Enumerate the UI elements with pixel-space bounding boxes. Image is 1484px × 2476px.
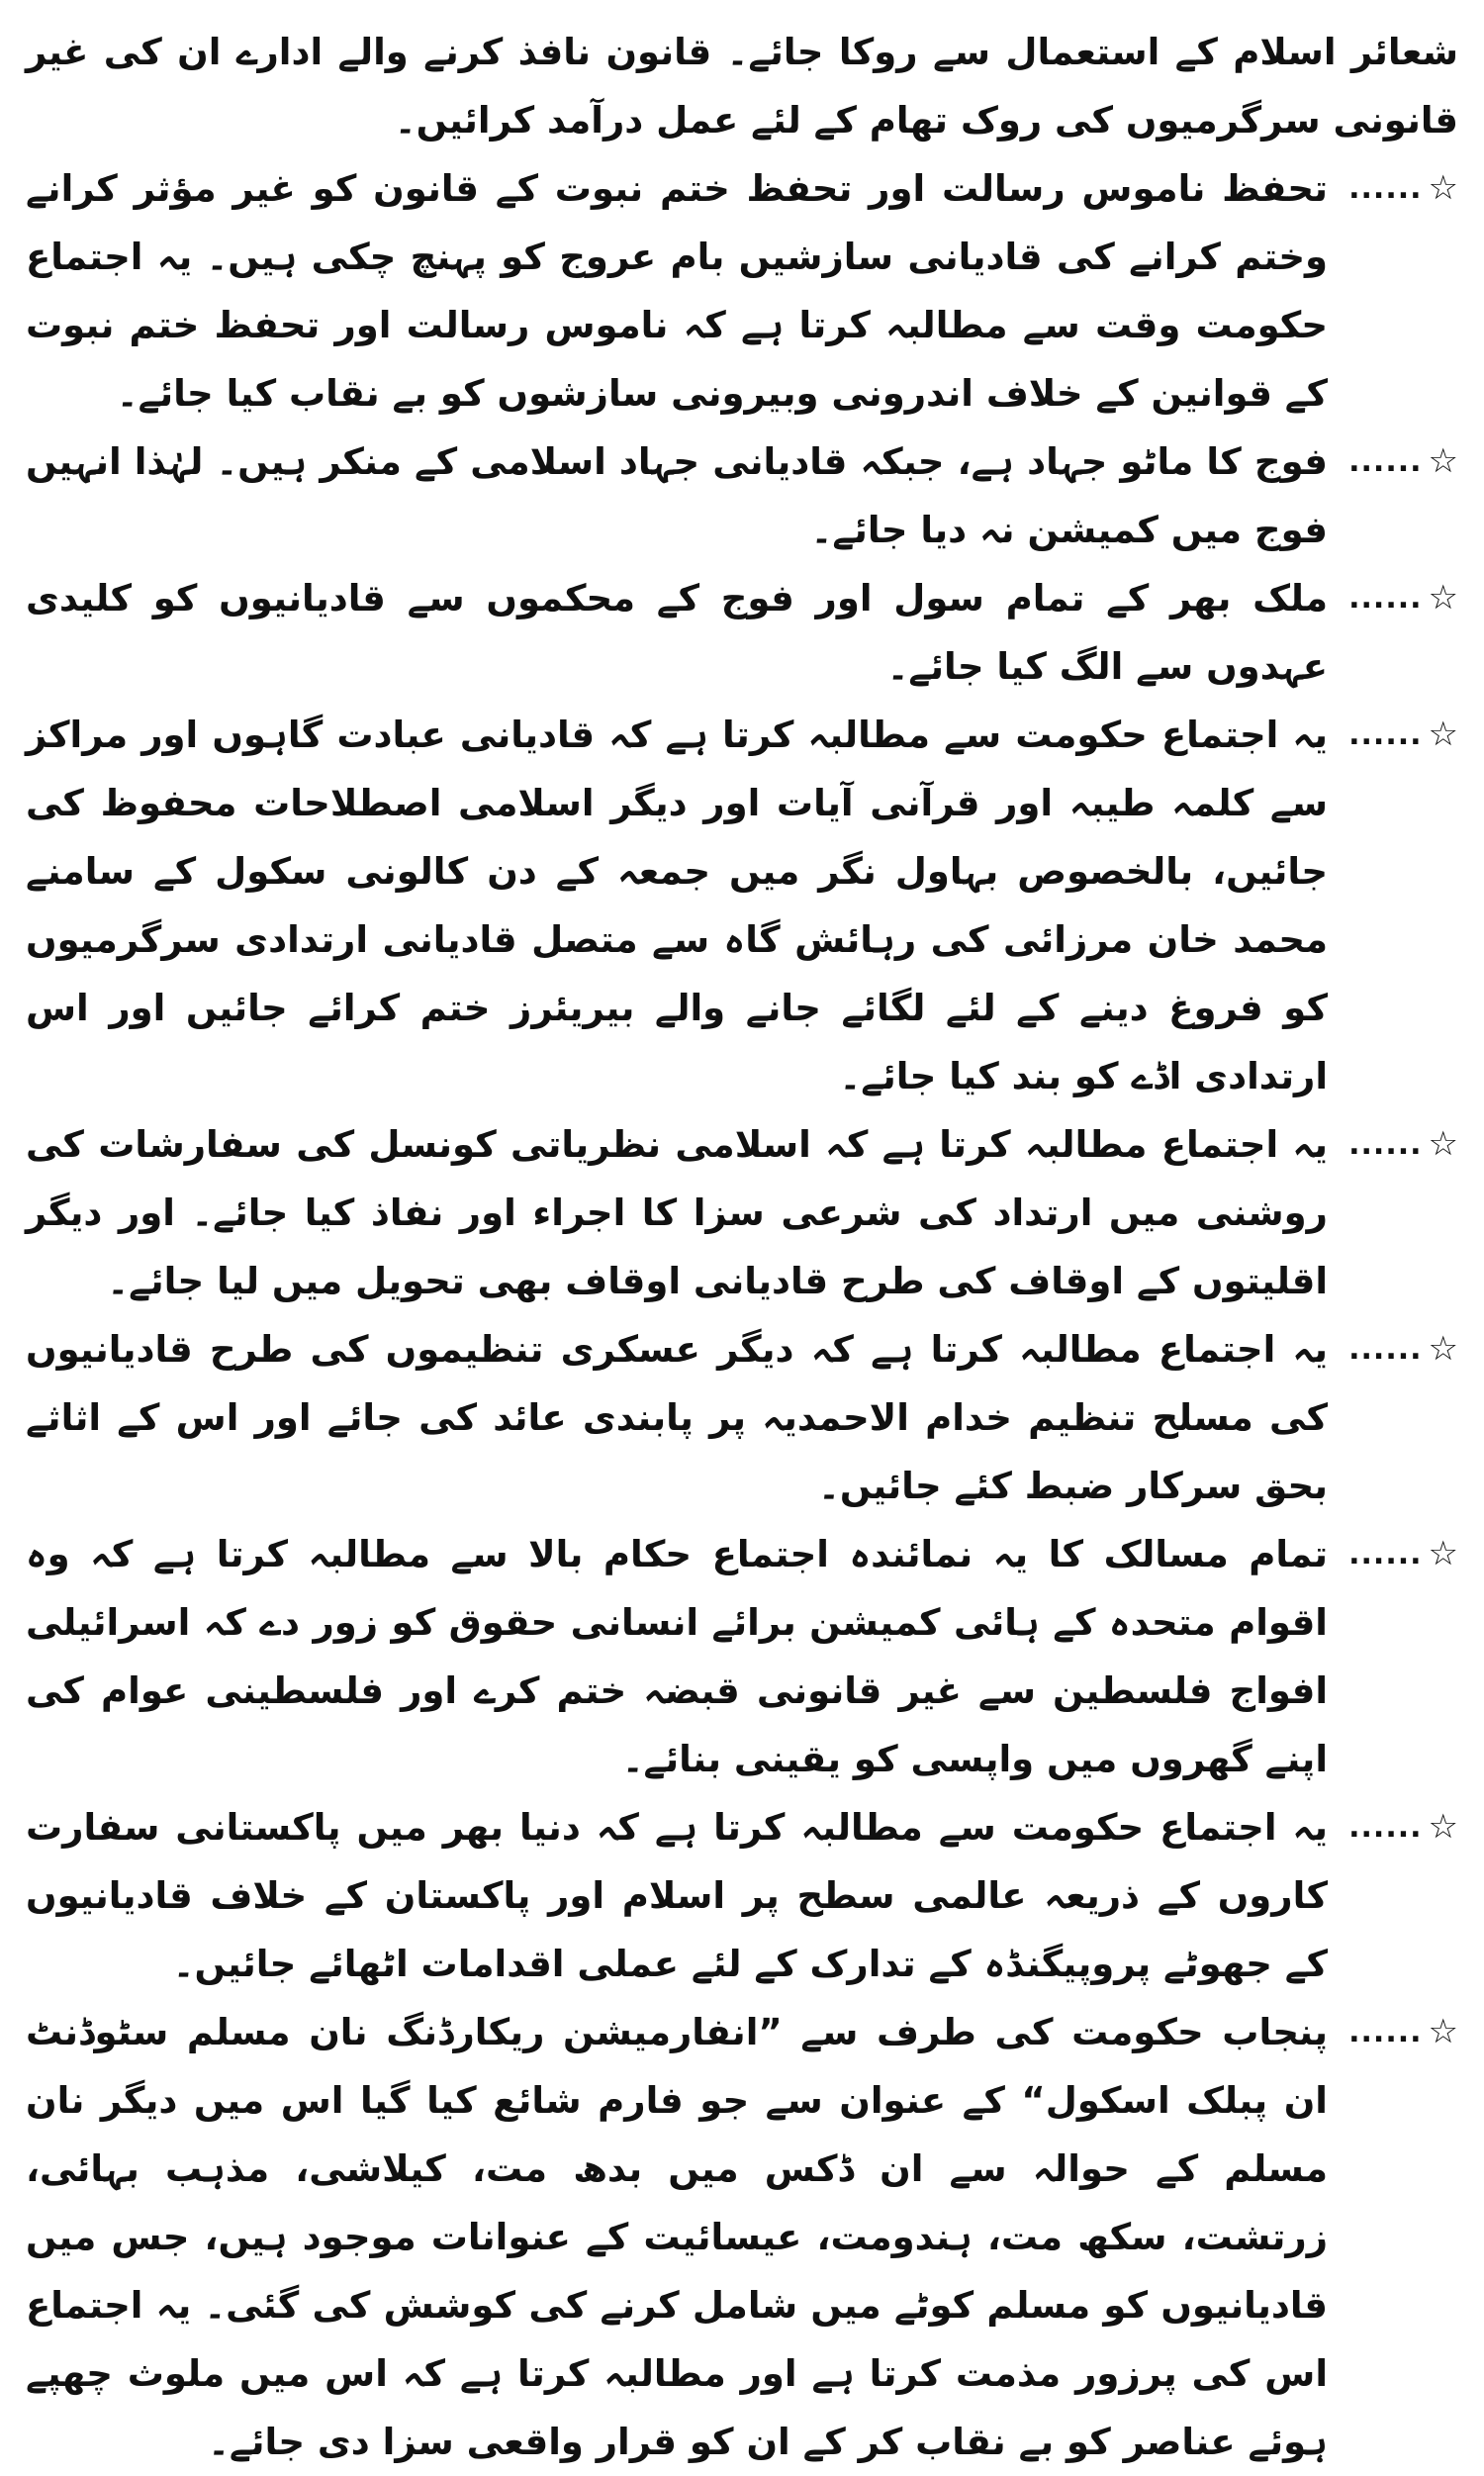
bullet-marker: [1328, 428, 1458, 496]
list-item: [26, 1793, 1458, 1998]
star-icon: ☆: [1428, 1534, 1458, 1573]
list-item: [26, 154, 1458, 428]
bullet-marker: [1328, 1315, 1458, 1383]
list-item-text: تحفظ ناموس رسالت اور تحفظ ختم نبوت کے قانون کو غیر مؤثر کرانے وختم کرانے کی قادیانی سازشیں بام عروج کو پہنچ چکی ہیں۔ یہ اجتماع حکومت وقت سے مطالبہ کرتا ہے کہ ناموس رسالت اور تحفظ ختم نبوت کے قوانین کے خلاف اندرونی وبیرونی سازشوں کو بے نقاب کیا جائے۔: [26, 167, 1328, 415]
bullet-marker: [1328, 1793, 1458, 1861]
list-item: [26, 1520, 1458, 1793]
leader-dots: ......: [1348, 2015, 1423, 2049]
list-item-text: فوج کا ماٹو جہاد ہے، جبکہ قادیانی جہاد اسلامی کے منکر ہیں۔ لہٰذا انہیں فوج میں کمیشن نہ دیا جائے۔: [26, 440, 1328, 551]
leader-dots: ......: [1348, 1332, 1423, 1367]
star-icon: ☆: [1428, 1124, 1458, 1164]
intro-paragraph: شعائر اسلام کے استعمال سے روکا جائے۔ قانون نافذ کرنے والے ادارے ان کی غیر قانونی سرگرمیوں کی روک تھام کے لئے عمل درآمد کرائیں۔: [26, 31, 1458, 142]
star-icon: ☆: [1428, 441, 1458, 481]
list-item-text: یہ اجتماع حکومت سے مطالبہ کرتا ہے کہ دنیا بھر میں پاکستانی سفارت کاروں کے ذریعہ عالمی سطح پر اسلام اور پاکستان کے خلاف قادیانیوں کے جھوٹے پروپیگنڈہ کے تدارک کے لئے عملی اقدامات اٹھائے جائیں۔: [26, 1806, 1328, 1985]
list-item-text: یہ اجتماع حکومت سے مطالبہ کرتا ہے کہ قادیانی عبادت گاہوں اور مراکز سے کلمہ طیبہ اور قرآنی آیات اور دیگر اسلامی اصطلاحات محفوظ کی جائیں، بالخصوص بہاول نگر میں جمعہ کے دن کالونی سکول کے سامنے محمد خان مرزائی کی رہائش گاہ سے متصل قادیانی ارتدادی سرگرمیوں کو فروغ دینے کے لئے لگائے جانے والے بیریئرز ختم کرائے جائیں اور اس ارتدادی اڈے کو بند کیا جائے۔: [26, 714, 1328, 1097]
star-icon: ☆: [1428, 1807, 1458, 1847]
list-item: [26, 564, 1458, 701]
list-item: [26, 701, 1458, 1110]
list-item-text: ملک بھر کے تمام سول اور فوج کے محکموں سے قادیانیوں کو کلیدی عہدوں سے الگ کیا جائے۔: [26, 577, 1328, 688]
list-item: [26, 1315, 1458, 1520]
bullet-marker: [1328, 701, 1458, 769]
star-icon: ☆: [1428, 2012, 1458, 2051]
leader-dots: ......: [1348, 1127, 1423, 1162]
list-item: [26, 1110, 1458, 1315]
leader-dots: ......: [1348, 1810, 1423, 1845]
list-item-text: یہ اجتماع مطالبہ کرتا ہے کہ دیگر عسکری تنظیموں کی طرح قادیانیوں کی مسلح تنظیم خدام الاحمدیہ پر پابندی عائد کی جائے اور اس کے اثاثے بحق سرکار ضبط کئے جائیں۔: [26, 1328, 1328, 1507]
list-item-text: تمام مسالک کا یہ نمائندہ اجتماع حکام بالا سے مطالبہ کرتا ہے کہ وہ اقوام متحدہ کے ہائی کمیشن برائے انسانی حقوق کو زور دے کہ اسرائیلی افواج فلسطین سے غیر قانونی قبضہ ختم کرے اور فلسطینی عوام کی اپنے گھروں میں واپسی کو یقینی بنائے۔: [26, 1533, 1328, 1780]
star-icon: ☆: [1428, 1329, 1458, 1369]
leader-dots: ......: [1348, 171, 1423, 206]
bullet-marker: [1328, 564, 1458, 632]
list-item-text: یہ اجتماع مطالبہ کرتا ہے کہ اسلامی نظریاتی کونسل کی سفارشات کی روشنی میں ارتداد کی شرعی سزا کا اجراء اور نفاذ کیا جائے۔ اور دیگر اقلیتوں کے اوقاف کی طرح قادیانی اوقاف بھی تحویل میں لیا جائے۔: [26, 1123, 1328, 1302]
bullet-marker: [1328, 1110, 1458, 1179]
bullet-marker: [1328, 1520, 1458, 1588]
leader-dots: ......: [1348, 581, 1423, 616]
star-icon: ☆: [1428, 578, 1458, 618]
list-item: [26, 1998, 1458, 2476]
bullet-marker: [1328, 1998, 1458, 2066]
list-item-text: پنجاب حکومت کی طرف سے ”انفارمیشن ریکارڈنگ نان مسلم سٹوڈنٹ ان پبلک اسکول“ کے عنوان سے جو فارم شائع کیا گیا اس میں دیگر نان مسلم کے حوالہ سے ان ڈکس میں بدھ مت، کیلاشی، مذہب بہائی، زرتشت، سکھ مت، ہندومت، عیسائیت کے عنوانات موجود ہیں، جس میں قادیانیوں کو مسلم کوٹے میں شامل کرنے کی کوشش کی گئی۔ یہ اجتماع اس کی پرزور مذمت کرتا ہے اور مطالبہ کرتا ہے کہ اس میں ملوث چھپے ہوئے عناصر کو بے نقاب کر کے ان کو قرار واقعی سزا دی جائے۔: [26, 2011, 1328, 2463]
star-icon: ☆: [1428, 714, 1458, 754]
list-item: [26, 428, 1458, 564]
leader-dots: ......: [1348, 717, 1423, 752]
leader-dots: ......: [1348, 444, 1423, 479]
bullet-marker: [1328, 154, 1458, 223]
leader-dots: ......: [1348, 1537, 1423, 1571]
star-icon: ☆: [1428, 168, 1458, 208]
